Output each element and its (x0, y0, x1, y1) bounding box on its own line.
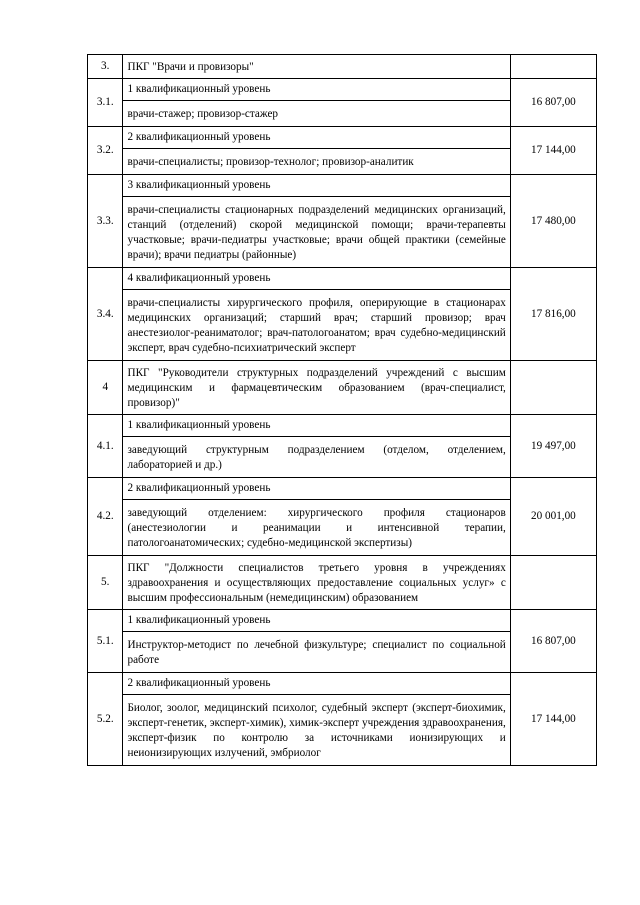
level-row (88, 175, 597, 197)
level-positions: заведующий структурным подразделением (отделом, отделением, лабораторией и др.) (123, 437, 510, 478)
level-title: 4 квалификационный уровень (123, 268, 510, 290)
level-positions: врачи-специалисты хирургического профиля, оперирующие в стационарах медицинских организаций; старший врач; старший провизор; врач анестезиолог-реаниматолог; врач-патологоанатом; врач судебно-медицинский эксперт, врач судебно-психиатрический эксперт (123, 290, 510, 361)
salary-value (510, 361, 596, 415)
row-number: 3.4. (88, 268, 123, 361)
level-row (88, 610, 597, 632)
row-number: 3.2. (88, 127, 123, 175)
group-title: ПКГ "Должности специалистов третьего уровня в учреждениях здравоохранения и осуществляющих предоставление социальных услуг» с высшим профессиональным (немедицинским) образованием (123, 556, 510, 610)
group-title: ПКГ "Руководители структурных подразделений учреждений с высшим медицинским и фармацевтическим образованием (врач-специалист, провизор)" (123, 361, 510, 415)
level-title: 1 квалификационный уровень (123, 415, 510, 437)
salary-value: 17 144,00 (510, 673, 596, 766)
row-number: 3.3. (88, 175, 123, 268)
row-number: 5.2. (88, 673, 123, 766)
row-number: 4.1. (88, 415, 123, 478)
row-number: 4.2. (88, 478, 123, 556)
group-row (88, 556, 597, 610)
level-row (88, 478, 597, 500)
level-positions: врачи-специалисты стационарных подразделений медицинских организаций, станций (отделений) скорой медицинской помощи; врачи-терапевты участковые; врачи-педиатры участковые; врачи общей практики (семейные врачи); врачи педиатры (районные) (123, 197, 510, 268)
salary-value: 20 001,00 (510, 478, 596, 556)
level-row (88, 127, 597, 149)
salary-table (87, 54, 597, 766)
level-positions: Инструктор-методист по лечебной физкультуре; специалист по социальной работе (123, 632, 510, 673)
level-title: 1 квалификационный уровень (123, 79, 510, 101)
group-title: ПКГ "Врачи и провизоры" (123, 55, 510, 79)
salary-value: 16 807,00 (510, 610, 596, 673)
group-row (88, 361, 597, 415)
salary-value (510, 55, 596, 79)
row-number: 4 (88, 361, 123, 415)
row-number: 5.1. (88, 610, 123, 673)
row-number: 5. (88, 556, 123, 610)
level-row (88, 673, 597, 695)
row-number: 3. (88, 55, 123, 79)
level-row (88, 268, 597, 290)
level-positions: Биолог, зоолог, медицинский психолог, судебный эксперт (эксперт-биохимик, эксперт-генетик, эксперт-химик), химик-эксперт учреждения здравоохранения, эксперт-физик по контролю за источниками ионизирующих и неионизирующих излучений, эмбриолог (123, 695, 510, 766)
group-row (88, 55, 597, 79)
level-positions: врачи-стажер; провизор-стажер (123, 101, 510, 127)
salary-table-body (88, 55, 597, 766)
level-row (88, 79, 597, 101)
salary-value: 17 816,00 (510, 268, 596, 361)
salary-value: 16 807,00 (510, 79, 596, 127)
level-row (88, 415, 597, 437)
level-title: 2 квалификационный уровень (123, 127, 510, 149)
level-title: 1 квалификационный уровень (123, 610, 510, 632)
level-title: 3 квалификационный уровень (123, 175, 510, 197)
level-title: 2 квалификационный уровень (123, 478, 510, 500)
salary-value: 17 144,00 (510, 127, 596, 175)
salary-value: 17 480,00 (510, 175, 596, 268)
row-number: 3.1. (88, 79, 123, 127)
level-positions: врачи-специалисты; провизор-технолог; провизор-аналитик (123, 149, 510, 175)
level-positions: заведующий отделением: хирургического профиля стационаров (анестезиологии и реанимации и интенсивной терапии, патологоанатомических; судебно-медицинской экспертизы) (123, 500, 510, 556)
salary-value (510, 556, 596, 610)
level-title: 2 квалификационный уровень (123, 673, 510, 695)
salary-value: 19 497,00 (510, 415, 596, 478)
